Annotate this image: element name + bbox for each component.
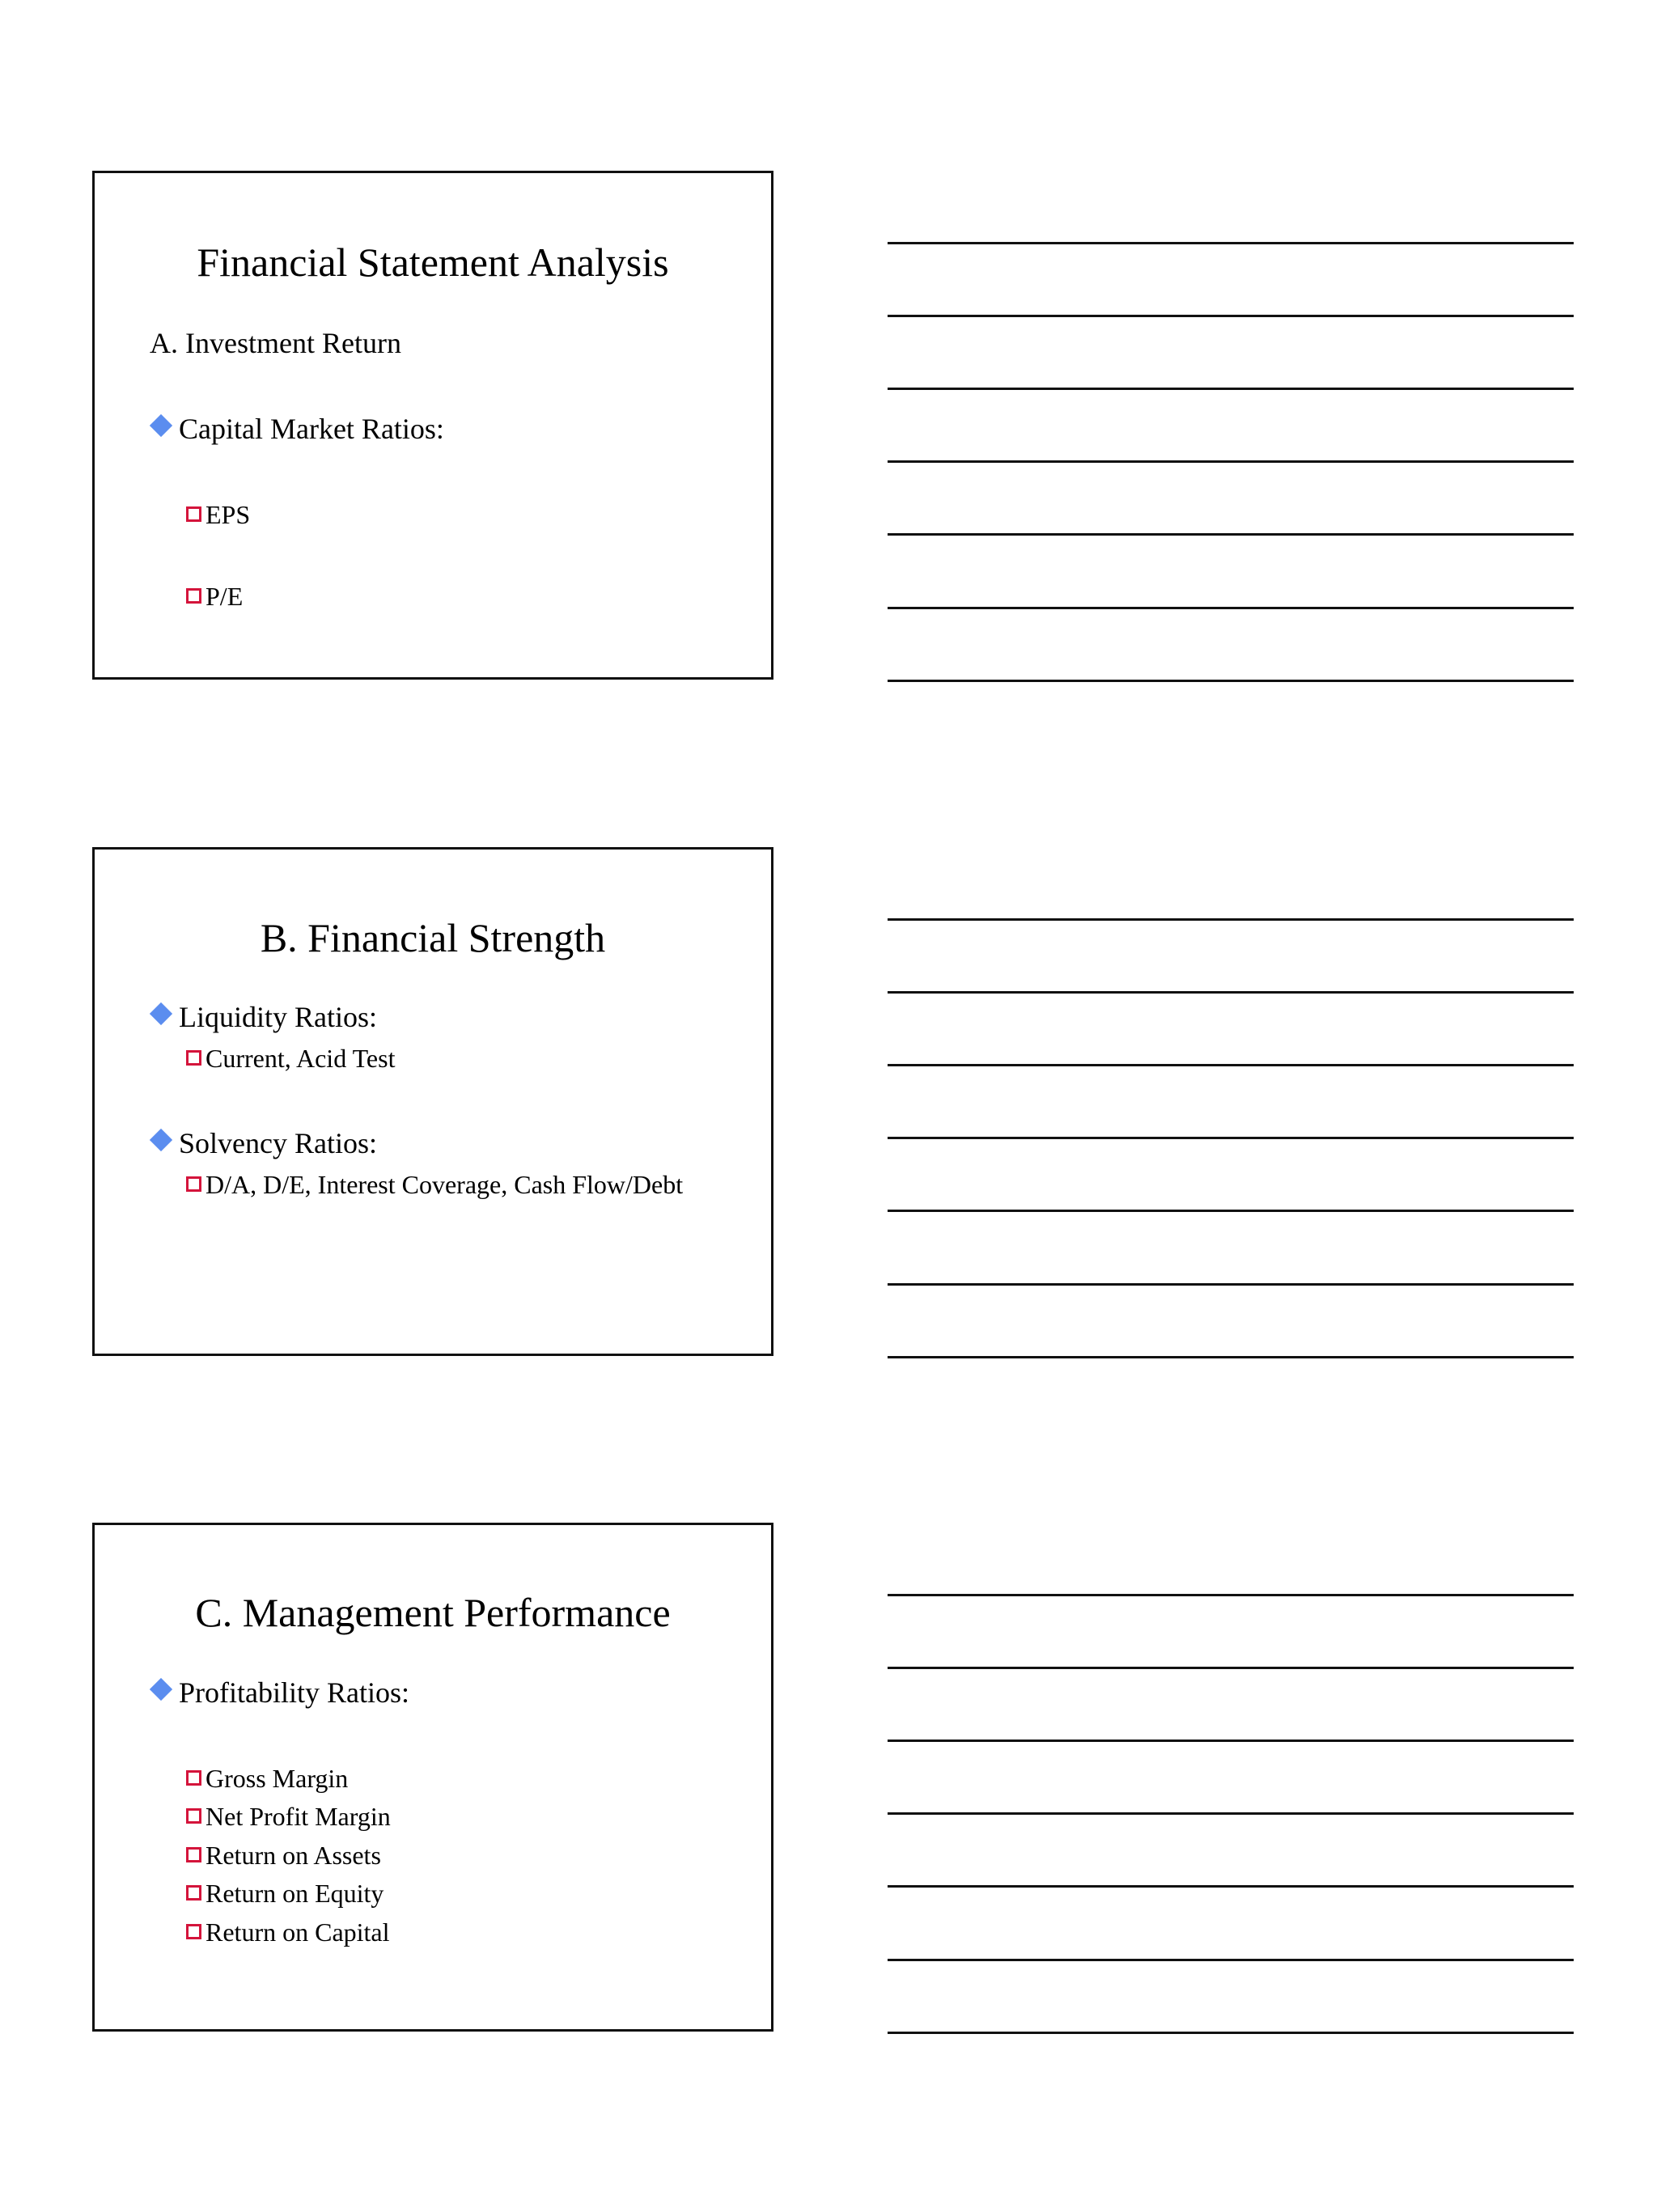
square-bullet-icon — [186, 1847, 201, 1862]
diamond-bullet-icon — [150, 414, 172, 437]
note-line — [888, 1283, 1574, 1286]
diamond-bullet-icon — [150, 1002, 172, 1025]
square-bullet-icon — [186, 506, 201, 522]
note-line — [888, 315, 1574, 317]
slide-3 — [92, 1523, 773, 2032]
note-line — [888, 607, 1574, 609]
note-line — [888, 1594, 1574, 1596]
note-line — [888, 1356, 1574, 1358]
sub-bullet-item: Current, Acid Test — [186, 1045, 395, 1071]
square-bullet-icon — [186, 1770, 201, 1786]
sub-bullet-item: Gross Margin — [186, 1765, 348, 1791]
sub-bullet-item: Return on Capital — [186, 1919, 390, 1945]
bullet-item: Capital Market Ratios: — [150, 414, 444, 443]
bullet-item: Solvency Ratios: — [150, 1129, 377, 1158]
slide-title: C. Management Performance — [195, 1590, 671, 1635]
note-line — [888, 1812, 1574, 1815]
square-bullet-icon — [186, 1924, 201, 1939]
note-line — [888, 2032, 1574, 2034]
bullet-item: Liquidity Ratios: — [150, 1002, 377, 1032]
note-line — [888, 1959, 1574, 1961]
diamond-bullet-icon — [150, 1129, 172, 1151]
sub-bullet-item: EPS — [186, 502, 250, 528]
note-line — [888, 918, 1574, 921]
sub-bullet-item: D/A, D/E, Interest Coverage, Cash Flow/Debt — [186, 1172, 683, 1197]
square-bullet-icon — [186, 1176, 201, 1192]
sub-bullet-item: Return on Equity — [186, 1880, 384, 1906]
square-bullet-icon — [186, 588, 201, 604]
slide-2 — [92, 847, 773, 1356]
square-bullet-icon — [186, 1808, 201, 1824]
note-line — [888, 242, 1574, 244]
note-line — [888, 1064, 1574, 1066]
slide-text-line: A. Investment Return — [150, 327, 401, 359]
note-line — [888, 388, 1574, 390]
sub-bullet-item: P/E — [186, 583, 243, 609]
note-line — [888, 460, 1574, 463]
slide-1 — [92, 171, 773, 680]
note-line — [888, 991, 1574, 994]
note-line — [888, 1885, 1574, 1888]
note-line — [888, 680, 1574, 682]
sub-bullet-item: Net Profit Margin — [186, 1803, 391, 1829]
slide-title: Financial Statement Analysis — [197, 239, 669, 285]
note-line — [888, 533, 1574, 536]
bullet-item: Profitability Ratios: — [150, 1678, 409, 1707]
square-bullet-icon — [186, 1885, 201, 1901]
note-line — [888, 1667, 1574, 1669]
sub-bullet-item: Return on Assets — [186, 1842, 381, 1868]
note-line — [888, 1210, 1574, 1212]
note-line — [888, 1740, 1574, 1742]
diamond-bullet-icon — [150, 1678, 172, 1701]
note-line — [888, 1137, 1574, 1139]
slide-title: B. Financial Strength — [260, 915, 606, 960]
square-bullet-icon — [186, 1050, 201, 1066]
